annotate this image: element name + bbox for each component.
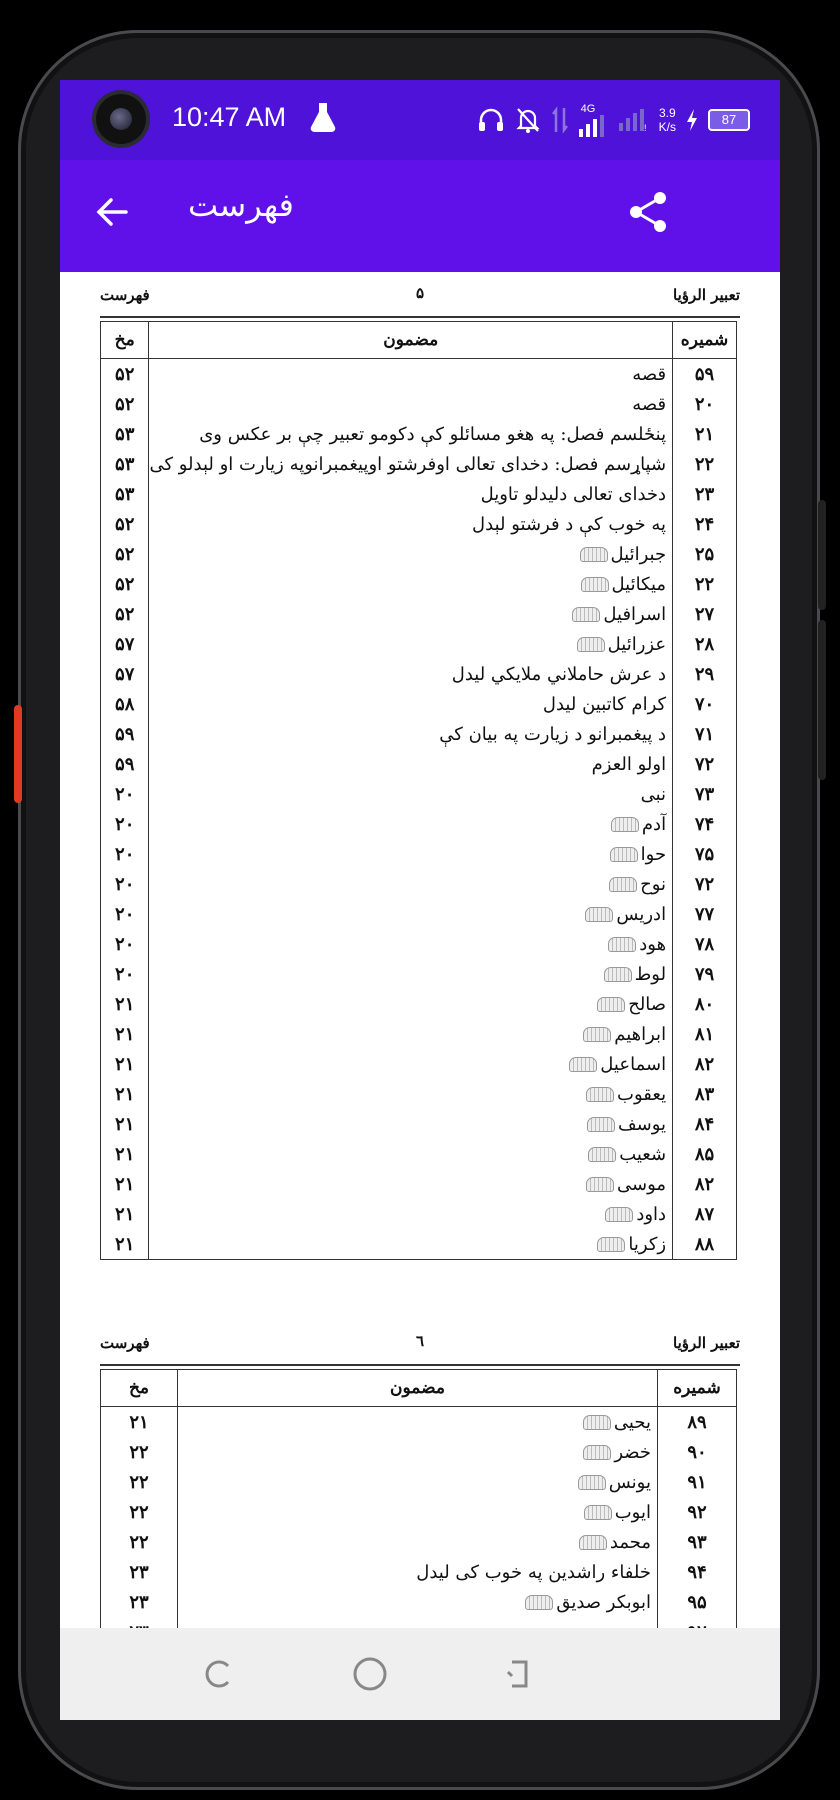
toc-row (101, 1049, 737, 1079)
toc-page-number: ۲۱ (101, 1079, 149, 1109)
toc-row (101, 899, 737, 929)
signal-2-icon (619, 109, 649, 131)
home-icon (348, 1652, 392, 1696)
toc-entry-number: ۹۳ (658, 1527, 737, 1557)
toc-page-number: ۲۱ (101, 1199, 149, 1229)
toc-entry-title: یحیی (613, 1411, 651, 1433)
toc-entry-number: ۲۷ (673, 599, 737, 629)
toc-row (101, 479, 737, 509)
honorific-glyph-icon (577, 637, 605, 652)
toc-entry-title: اسرافیل (603, 603, 667, 625)
status-icons (477, 96, 750, 144)
charging-icon (686, 109, 698, 131)
honorific-glyph-icon (597, 997, 625, 1012)
app-bar (60, 160, 780, 272)
toc-entry-title: صالح (628, 993, 667, 1015)
toc-page-number: ۵۷ (101, 629, 149, 659)
app-title: فهرست (188, 186, 294, 224)
book-title: تعبیر الرؤیا (673, 286, 740, 304)
screen (60, 80, 780, 1720)
toc-entry-number: ۸۲ (673, 1049, 737, 1079)
col-header-title: مضمون (178, 1370, 658, 1407)
honorific-glyph-icon (588, 1147, 616, 1162)
toc-page-number: ۵۳ (101, 479, 149, 509)
toc-page-number: ۲۳ (101, 1557, 178, 1587)
toc-entry-number: ۵۹ (673, 359, 737, 390)
toc-entry-number: ۸۴ (673, 1109, 737, 1139)
honorific-glyph-icon (608, 937, 636, 952)
honorific-glyph-icon (580, 547, 608, 562)
toc-row (101, 509, 737, 539)
toc-header-row (101, 322, 737, 359)
toc-entry-title: اسماعیل (600, 1053, 667, 1075)
toc-page-number: ۵۲ (101, 509, 149, 539)
toc-entry (149, 629, 673, 659)
toc-entry-number: ۲۱ (673, 419, 737, 449)
page-number: ۵ (415, 284, 425, 302)
toc-page-number: ۲۱ (101, 1109, 149, 1139)
toc-entry-title: محمد (609, 1531, 651, 1553)
honorific-glyph-icon (605, 1207, 633, 1222)
col-header-page: مخ (101, 322, 149, 359)
toc-page-number: ۵۳ (101, 449, 149, 479)
honorific-glyph-icon (611, 817, 639, 832)
home-button[interactable] (348, 1652, 392, 1696)
toc-row (101, 689, 737, 719)
document-page (100, 1332, 740, 1648)
toc-page-number: ۲۰ (101, 809, 149, 839)
toc-entry-number: ۸۹ (658, 1407, 737, 1438)
data-arrows-icon (551, 106, 569, 134)
toc-entry-title: هود (639, 933, 667, 955)
toc-entry (149, 1049, 673, 1079)
toc-row (101, 1229, 737, 1260)
toc-row (101, 959, 737, 989)
page-number: ٦ (415, 1332, 425, 1350)
toc-page-number: ۲۱ (101, 1407, 178, 1438)
battery-indicator: 87 (708, 109, 750, 131)
toc-entry-number: ۷۱ (673, 719, 737, 749)
toc-row (101, 1437, 737, 1467)
toc-entry (149, 749, 673, 779)
toc-page-number: ۲۱ (101, 989, 149, 1019)
toc-entry (149, 509, 673, 539)
status-bar (60, 80, 780, 160)
toc-entry (178, 1437, 658, 1467)
toc-entry (149, 389, 673, 419)
toc-entry-number: ۸۳ (673, 1079, 737, 1109)
toc-page-number: ۲۱ (101, 1049, 149, 1079)
toc-entry (149, 449, 673, 479)
toc-row (101, 629, 737, 659)
honorific-glyph-icon (525, 1595, 553, 1610)
document-page (100, 284, 740, 1260)
toc-page-number: ۵۸ (101, 689, 149, 719)
toc-entry (149, 1109, 673, 1139)
toc-entry (149, 809, 673, 839)
toc-entry-number: ۸۲ (673, 1169, 737, 1199)
toc-page-number: ۲۰ (101, 869, 149, 899)
toc-entry (149, 659, 673, 689)
toc-page-number: ۲۱ (101, 1019, 149, 1049)
toc-entry-title: زکریا (628, 1233, 667, 1255)
toc-entry (178, 1527, 658, 1557)
share-button[interactable] (624, 188, 672, 236)
toc-entry-title: شپاړسم فصل: دخدای تعالی اوفرشتو اوپیغمبرانوپه زیارت او لېدلو کی (149, 453, 667, 475)
toc-entry (149, 569, 673, 599)
toc-entry (149, 839, 673, 869)
toc-page-number: ۲۱ (101, 1169, 149, 1199)
toc-entry-title: شعیب (619, 1143, 667, 1165)
toc-row (101, 1587, 737, 1617)
toc-entry-number: ۷۸ (673, 929, 737, 959)
toc-entry-title: یوسف (618, 1113, 667, 1135)
toc-row (101, 1139, 737, 1169)
svg-text:!: ! (643, 123, 647, 133)
toc-row (101, 749, 737, 779)
toc-page-number: ۵۲ (101, 359, 149, 390)
toc-entry-title: دخدای تعالی دلیدلو تاویل (480, 483, 667, 505)
toc-entry-title: ادریس (616, 903, 667, 925)
toc-page-number: ۵۲ (101, 569, 149, 599)
toc-entry-title: نبی (640, 783, 667, 805)
page-header (100, 1332, 740, 1362)
toc-entry (149, 689, 673, 719)
toc-entry-number: ۹۴ (658, 1557, 737, 1587)
toc-page-number: ۵۲ (101, 539, 149, 569)
toc-entry (178, 1587, 658, 1617)
toc-row (101, 869, 737, 899)
toc-row (101, 929, 737, 959)
toc-row (101, 719, 737, 749)
toc-entry-title: اولو العزم (591, 753, 667, 775)
toc-entry (149, 719, 673, 749)
toc-row (101, 599, 737, 629)
toc-entry (149, 419, 673, 449)
toc-entry-title: داود (636, 1203, 667, 1225)
flask-icon (308, 100, 338, 134)
back-nav-button[interactable] (498, 1652, 542, 1696)
toc-row (101, 419, 737, 449)
col-header-title: مضمون (149, 322, 673, 359)
toc-page-number: ۲۱ (101, 1229, 149, 1260)
toc-entry-title: ابراهیم (614, 1023, 667, 1045)
header-rule (100, 1364, 740, 1366)
toc-entry-title: عزرائیل (607, 633, 667, 655)
toc-entry-title: آدم (641, 813, 667, 835)
toc-entry-number: ۸۰ (673, 989, 737, 1019)
toc-entry (149, 1229, 673, 1260)
toc-entry-number: ۷۵ (673, 839, 737, 869)
toc-page-number: ۲۲ (101, 1497, 178, 1527)
toc-page-number: ۵۹ (101, 719, 149, 749)
toc-entry (149, 929, 673, 959)
toc-entry-title: موسی (617, 1173, 667, 1195)
toc-row (101, 659, 737, 689)
toc-entry (149, 1079, 673, 1109)
arrow-back-icon (94, 194, 130, 230)
toc-entry-title: په خوب کې د فرشتو لېدل (472, 513, 667, 535)
toc-table (100, 1369, 737, 1648)
toc-entry-title: قصه (632, 393, 667, 415)
honorific-glyph-icon (604, 967, 632, 982)
toc-row (101, 989, 737, 1019)
toc-entry-number: ۲۰ (673, 389, 737, 419)
honorific-glyph-icon (583, 1445, 611, 1460)
toc-row (101, 1079, 737, 1109)
toc-row (101, 809, 737, 839)
toc-page-number: ۲۰ (101, 959, 149, 989)
toc-entry-number: ۲۳ (673, 479, 737, 509)
back-button[interactable] (92, 192, 132, 232)
toc-page-number: ۲۳ (101, 1587, 178, 1617)
toc-page-number: ۵۲ (101, 599, 149, 629)
toc-row (101, 779, 737, 809)
toc-entry-title: ایوب (614, 1501, 651, 1523)
toc-entry-number: ۷۹ (673, 959, 737, 989)
toc-entry (149, 779, 673, 809)
network-type: 4G (580, 103, 596, 115)
toc-page-number: ۲۰ (101, 779, 149, 809)
honorific-glyph-icon (569, 1057, 597, 1072)
toc-table (100, 321, 737, 1260)
toc-entry-title: د عرش حاملاني ملايکي ليدل (451, 663, 667, 685)
power-button (14, 705, 22, 803)
toc-entry (178, 1467, 658, 1497)
toc-entry-title: خضر (614, 1441, 651, 1463)
toc-page-number: ۵۲ (101, 389, 149, 419)
honorific-glyph-icon (597, 1237, 625, 1252)
toc-row (101, 1109, 737, 1139)
honorific-glyph-icon (572, 607, 600, 622)
toc-page-number: ۵۳ (101, 419, 149, 449)
toc-entry (149, 479, 673, 509)
honorific-glyph-icon (581, 577, 609, 592)
toc-entry-title: جبرائیل (610, 543, 667, 565)
toc-entry-number: ۹۱ (658, 1467, 737, 1497)
recents-icon (198, 1652, 242, 1696)
toc-entry-title: نوح (640, 873, 667, 895)
toc-row (101, 1497, 737, 1527)
toc-entry-number: ۷۷ (673, 899, 737, 929)
book-title: تعبیر الرؤیا (673, 1334, 740, 1352)
honorific-glyph-icon (609, 877, 637, 892)
toc-row (101, 1169, 737, 1199)
toc-entry-number: ۹۰ (658, 1437, 737, 1467)
toc-entry (149, 599, 673, 629)
data-rate-unit: K/s (658, 120, 676, 134)
toc-entry-number: ۷۰ (673, 689, 737, 719)
header-rule (100, 316, 740, 318)
toc-entry (149, 539, 673, 569)
honorific-glyph-icon (586, 1087, 614, 1102)
toc-entry-number: ۲۸ (673, 629, 737, 659)
toc-row (101, 1407, 737, 1438)
toc-entry-number: ۸۱ (673, 1019, 737, 1049)
data-rate-value: 3.9 (658, 106, 676, 120)
toc-entry-number: ۸۷ (673, 1199, 737, 1229)
toc-row (101, 1467, 737, 1497)
toc-header-row (101, 1370, 737, 1407)
share-icon (624, 188, 672, 236)
toc-page-number: ۲۰ (101, 899, 149, 929)
volume-up-button (818, 500, 826, 610)
toc-entry-number: ۷۳ (673, 779, 737, 809)
toc-entry (149, 1139, 673, 1169)
toc-row (101, 1019, 737, 1049)
toc-entry (178, 1497, 658, 1527)
toc-row (101, 1557, 737, 1587)
toc-entry-title: لوط (634, 963, 667, 985)
page-header (100, 284, 740, 314)
back-nav-icon (498, 1652, 542, 1696)
toc-entry-number: ۸۵ (673, 1139, 737, 1169)
toc-entry-title: میکائیل (611, 573, 667, 595)
toc-row (101, 539, 737, 569)
toc-page-number: ۲۰ (101, 929, 149, 959)
toc-entry (149, 989, 673, 1019)
toc-entry (149, 959, 673, 989)
notifications-off-icon (515, 106, 541, 134)
data-rate (659, 106, 676, 134)
toc-row (101, 359, 737, 390)
honorific-glyph-icon (586, 1177, 614, 1192)
header-left-title: فهرست (100, 1334, 150, 1352)
document-viewer[interactable] (60, 272, 780, 1628)
toc-entry (149, 1199, 673, 1229)
honorific-glyph-icon (610, 847, 638, 862)
toc-entry (149, 899, 673, 929)
toc-row (101, 569, 737, 599)
front-camera (96, 94, 146, 144)
volume-down-button (818, 620, 826, 780)
honorific-glyph-icon (578, 1475, 606, 1490)
toc-page-number: ۵۷ (101, 659, 149, 689)
toc-entry-title: خلفاء راشدین په خوب کی لیدل (416, 1561, 651, 1583)
toc-entry-title: کرام کاتبین لیدل (542, 693, 667, 715)
status-time: 10:47 AM (172, 102, 287, 132)
toc-row (101, 449, 737, 479)
header-left-title: فهرست (100, 286, 150, 304)
col-header-number: شمیره (658, 1370, 737, 1407)
col-header-number: شمیره (673, 322, 737, 359)
col-header-page: مخ (101, 1370, 178, 1407)
toc-entry-number: ۸۸ (673, 1229, 737, 1260)
toc-entry-number: ۷۲ (673, 749, 737, 779)
toc-entry-number: ۲۲ (673, 569, 737, 599)
toc-entry-number: ۷۴ (673, 809, 737, 839)
toc-entry (149, 1019, 673, 1049)
toc-page-number: ۲۰ (101, 839, 149, 869)
toc-entry-title: ابوبکر صدیق (556, 1591, 651, 1613)
toc-entry-title: یونس (608, 1471, 651, 1493)
honorific-glyph-icon (587, 1117, 615, 1132)
honorific-glyph-icon (583, 1415, 611, 1430)
toc-entry-title: یعقوب (617, 1083, 667, 1105)
honorific-glyph-icon (579, 1535, 607, 1550)
toc-entry-number: ۷۲ (673, 869, 737, 899)
honorific-glyph-icon (584, 1505, 612, 1520)
headphones-icon (477, 107, 505, 133)
toc-entry (178, 1557, 658, 1587)
honorific-glyph-icon (583, 1027, 611, 1042)
toc-entry-title: پنځلسم فصل: په هغو مسائلو کې دکومو تعبیر چې بر عکس وی (199, 423, 667, 445)
toc-page-number: ۲۱ (101, 1139, 149, 1169)
toc-page-number: ۲۲ (101, 1437, 178, 1467)
toc-entry (149, 359, 673, 390)
toc-entry (149, 1169, 673, 1199)
toc-row (101, 1199, 737, 1229)
toc-entry-number: ۲۵ (673, 539, 737, 569)
recents-button[interactable] (198, 1652, 242, 1696)
toc-entry-title: حوا (640, 843, 667, 865)
toc-row (101, 1527, 737, 1557)
toc-page-number: ۵۹ (101, 749, 149, 779)
toc-page-number: ۲۲ (101, 1527, 178, 1557)
toc-entry-number: ۲۲ (673, 449, 737, 479)
toc-entry-number: ۹۵ (658, 1587, 737, 1617)
toc-entry-number: ۹۲ (658, 1497, 737, 1527)
toc-row (101, 389, 737, 419)
toc-entry-title: قصه (632, 363, 667, 385)
toc-entry-number: ۲۴ (673, 509, 737, 539)
toc-page-number: ۲۲ (101, 1467, 178, 1497)
toc-entry (178, 1407, 658, 1438)
toc-entry (149, 869, 673, 899)
honorific-glyph-icon (585, 907, 613, 922)
toc-entry-title: د پیغمبرانو د زیارت په بیان کې (439, 723, 667, 745)
navigation-bar (60, 1628, 780, 1720)
toc-row (101, 839, 737, 869)
toc-entry-number: ۲۹ (673, 659, 737, 689)
signal-4g-icon (579, 103, 609, 137)
